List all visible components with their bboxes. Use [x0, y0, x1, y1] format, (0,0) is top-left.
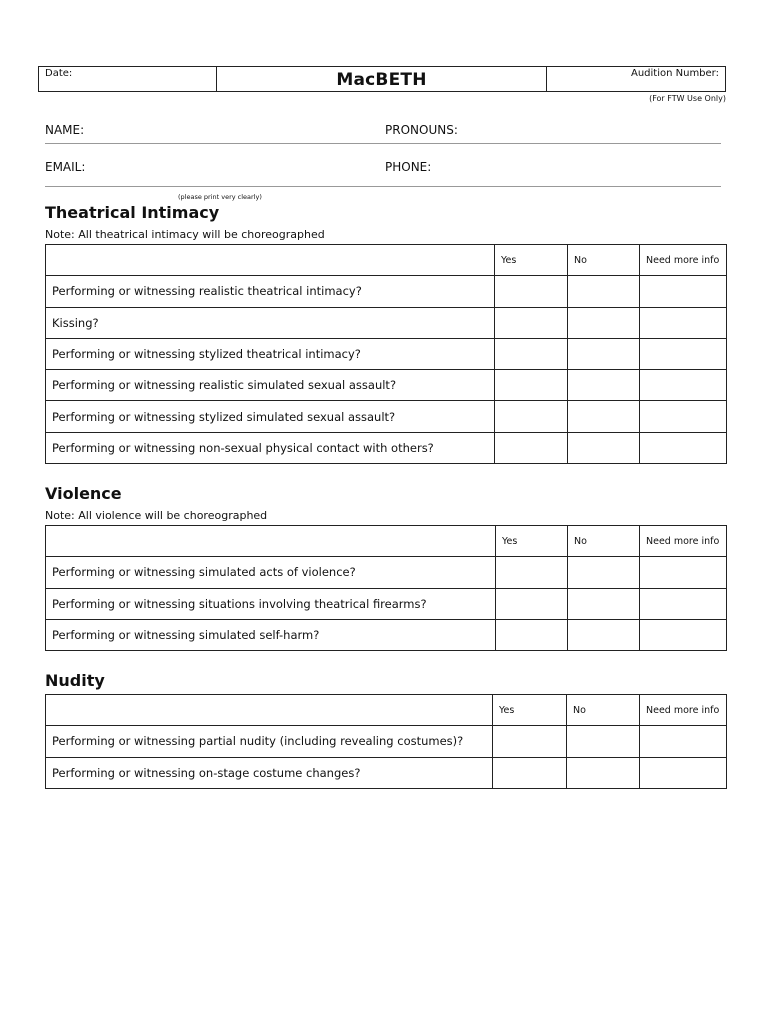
- need-more-info-checkbox[interactable]: [640, 401, 727, 432]
- header-box: [38, 66, 726, 92]
- no-header: No: [567, 695, 640, 726]
- need-more-info-checkbox[interactable]: [640, 432, 727, 463]
- yes-checkbox[interactable]: [495, 401, 568, 432]
- yes-checkbox[interactable]: [496, 557, 568, 588]
- yes-checkbox[interactable]: [496, 619, 568, 650]
- yes-checkbox[interactable]: [496, 588, 568, 619]
- need-more-info-checkbox[interactable]: [640, 726, 727, 757]
- no-checkbox[interactable]: [568, 557, 640, 588]
- need-more-info-header: Need more info: [640, 245, 727, 276]
- ftw-use-note: (For FTW Use Only): [649, 94, 726, 103]
- title-cell: [217, 67, 547, 91]
- no-checkbox[interactable]: [567, 726, 640, 757]
- table-row: [46, 338, 727, 369]
- no-checkbox[interactable]: [567, 757, 640, 788]
- need-more-info-checkbox[interactable]: [640, 619, 727, 650]
- no-checkbox[interactable]: [568, 619, 640, 650]
- violence-section-note: Note: All violence will be choreographed: [45, 509, 268, 522]
- table-row: [46, 588, 727, 619]
- table-row: [46, 370, 727, 401]
- table-header-row: [46, 526, 727, 557]
- audition-number-label: Audition Number:: [630, 68, 719, 79]
- print-clearly-note: (please print very clearly): [178, 193, 262, 201]
- table-row: [46, 401, 727, 432]
- nudity-table: [45, 694, 727, 789]
- table-row: [46, 307, 727, 338]
- page-title: MacBETH: [336, 70, 427, 90]
- table-row: [46, 757, 727, 788]
- question-header-cell: [46, 245, 495, 276]
- date-label: Date:: [45, 68, 73, 79]
- table-row: [46, 619, 727, 650]
- question-text: Performing or witnessing realistic theatrical intimacy?: [46, 276, 495, 307]
- name-pronouns-line[interactable]: [45, 143, 721, 144]
- nudity-section-title: Nudity: [45, 671, 105, 690]
- yes-checkbox[interactable]: [493, 757, 567, 788]
- yes-checkbox[interactable]: [495, 338, 568, 369]
- no-header: No: [568, 526, 640, 557]
- question-text: Performing or witnessing situations involving theatrical firearms?: [46, 588, 496, 619]
- question-text: Performing or witnessing non-sexual physical contact with others?: [46, 432, 495, 463]
- need-more-info-checkbox[interactable]: [640, 276, 727, 307]
- table-row: [46, 557, 727, 588]
- yes-header: Yes: [493, 695, 567, 726]
- table-row: [46, 276, 727, 307]
- question-header-cell: [46, 526, 496, 557]
- intimacy-table: [45, 244, 727, 464]
- pronouns-label: PRONOUNS:: [385, 123, 458, 137]
- yes-header: Yes: [495, 245, 568, 276]
- yes-checkbox[interactable]: [493, 726, 567, 757]
- question-text: Performing or witnessing simulated acts of violence?: [46, 557, 496, 588]
- question-text: Performing or witnessing partial nudity (including revealing costumes)?: [46, 726, 493, 757]
- intimacy-section-title: Theatrical Intimacy: [45, 203, 220, 222]
- table-header-row: [46, 695, 727, 726]
- question-header-cell: [46, 695, 493, 726]
- question-text: Performing or witnessing stylized simulated sexual assault?: [46, 401, 495, 432]
- email-label: EMAIL:: [45, 160, 86, 174]
- no-checkbox[interactable]: [568, 307, 640, 338]
- no-checkbox[interactable]: [568, 401, 640, 432]
- need-more-info-checkbox[interactable]: [640, 338, 727, 369]
- table-row: [46, 432, 727, 463]
- question-text: Performing or witnessing on-stage costume changes?: [46, 757, 493, 788]
- need-more-info-checkbox[interactable]: [640, 757, 727, 788]
- need-more-info-checkbox[interactable]: [640, 588, 727, 619]
- no-checkbox[interactable]: [568, 276, 640, 307]
- need-more-info-checkbox[interactable]: [640, 557, 727, 588]
- need-more-info-header: Need more info: [640, 526, 727, 557]
- no-checkbox[interactable]: [568, 588, 640, 619]
- yes-checkbox[interactable]: [495, 370, 568, 401]
- question-text: Kissing?: [46, 307, 495, 338]
- need-more-info-checkbox[interactable]: [640, 307, 727, 338]
- need-more-info-header: Need more info: [640, 695, 727, 726]
- violence-table: [45, 525, 727, 651]
- violence-section-title: Violence: [45, 484, 122, 503]
- email-phone-line[interactable]: [45, 186, 721, 187]
- table-header-row: [46, 245, 727, 276]
- yes-checkbox[interactable]: [495, 307, 568, 338]
- phone-label: PHONE:: [385, 160, 432, 174]
- question-text: Performing or witnessing realistic simulated sexual assault?: [46, 370, 495, 401]
- no-checkbox[interactable]: [568, 370, 640, 401]
- need-more-info-checkbox[interactable]: [640, 370, 727, 401]
- question-text: Performing or witnessing stylized theatrical intimacy?: [46, 338, 495, 369]
- no-header: No: [568, 245, 640, 276]
- no-checkbox[interactable]: [568, 432, 640, 463]
- table-row: [46, 726, 727, 757]
- yes-checkbox[interactable]: [495, 432, 568, 463]
- yes-header: Yes: [496, 526, 568, 557]
- question-text: Performing or witnessing simulated self-harm?: [46, 619, 496, 650]
- date-field[interactable]: [39, 67, 217, 91]
- no-checkbox[interactable]: [568, 338, 640, 369]
- audition-number-field[interactable]: [547, 67, 725, 91]
- name-label: NAME:: [45, 123, 85, 137]
- yes-checkbox[interactable]: [495, 276, 568, 307]
- intimacy-section-note: Note: All theatrical intimacy will be choreographed: [45, 228, 325, 241]
